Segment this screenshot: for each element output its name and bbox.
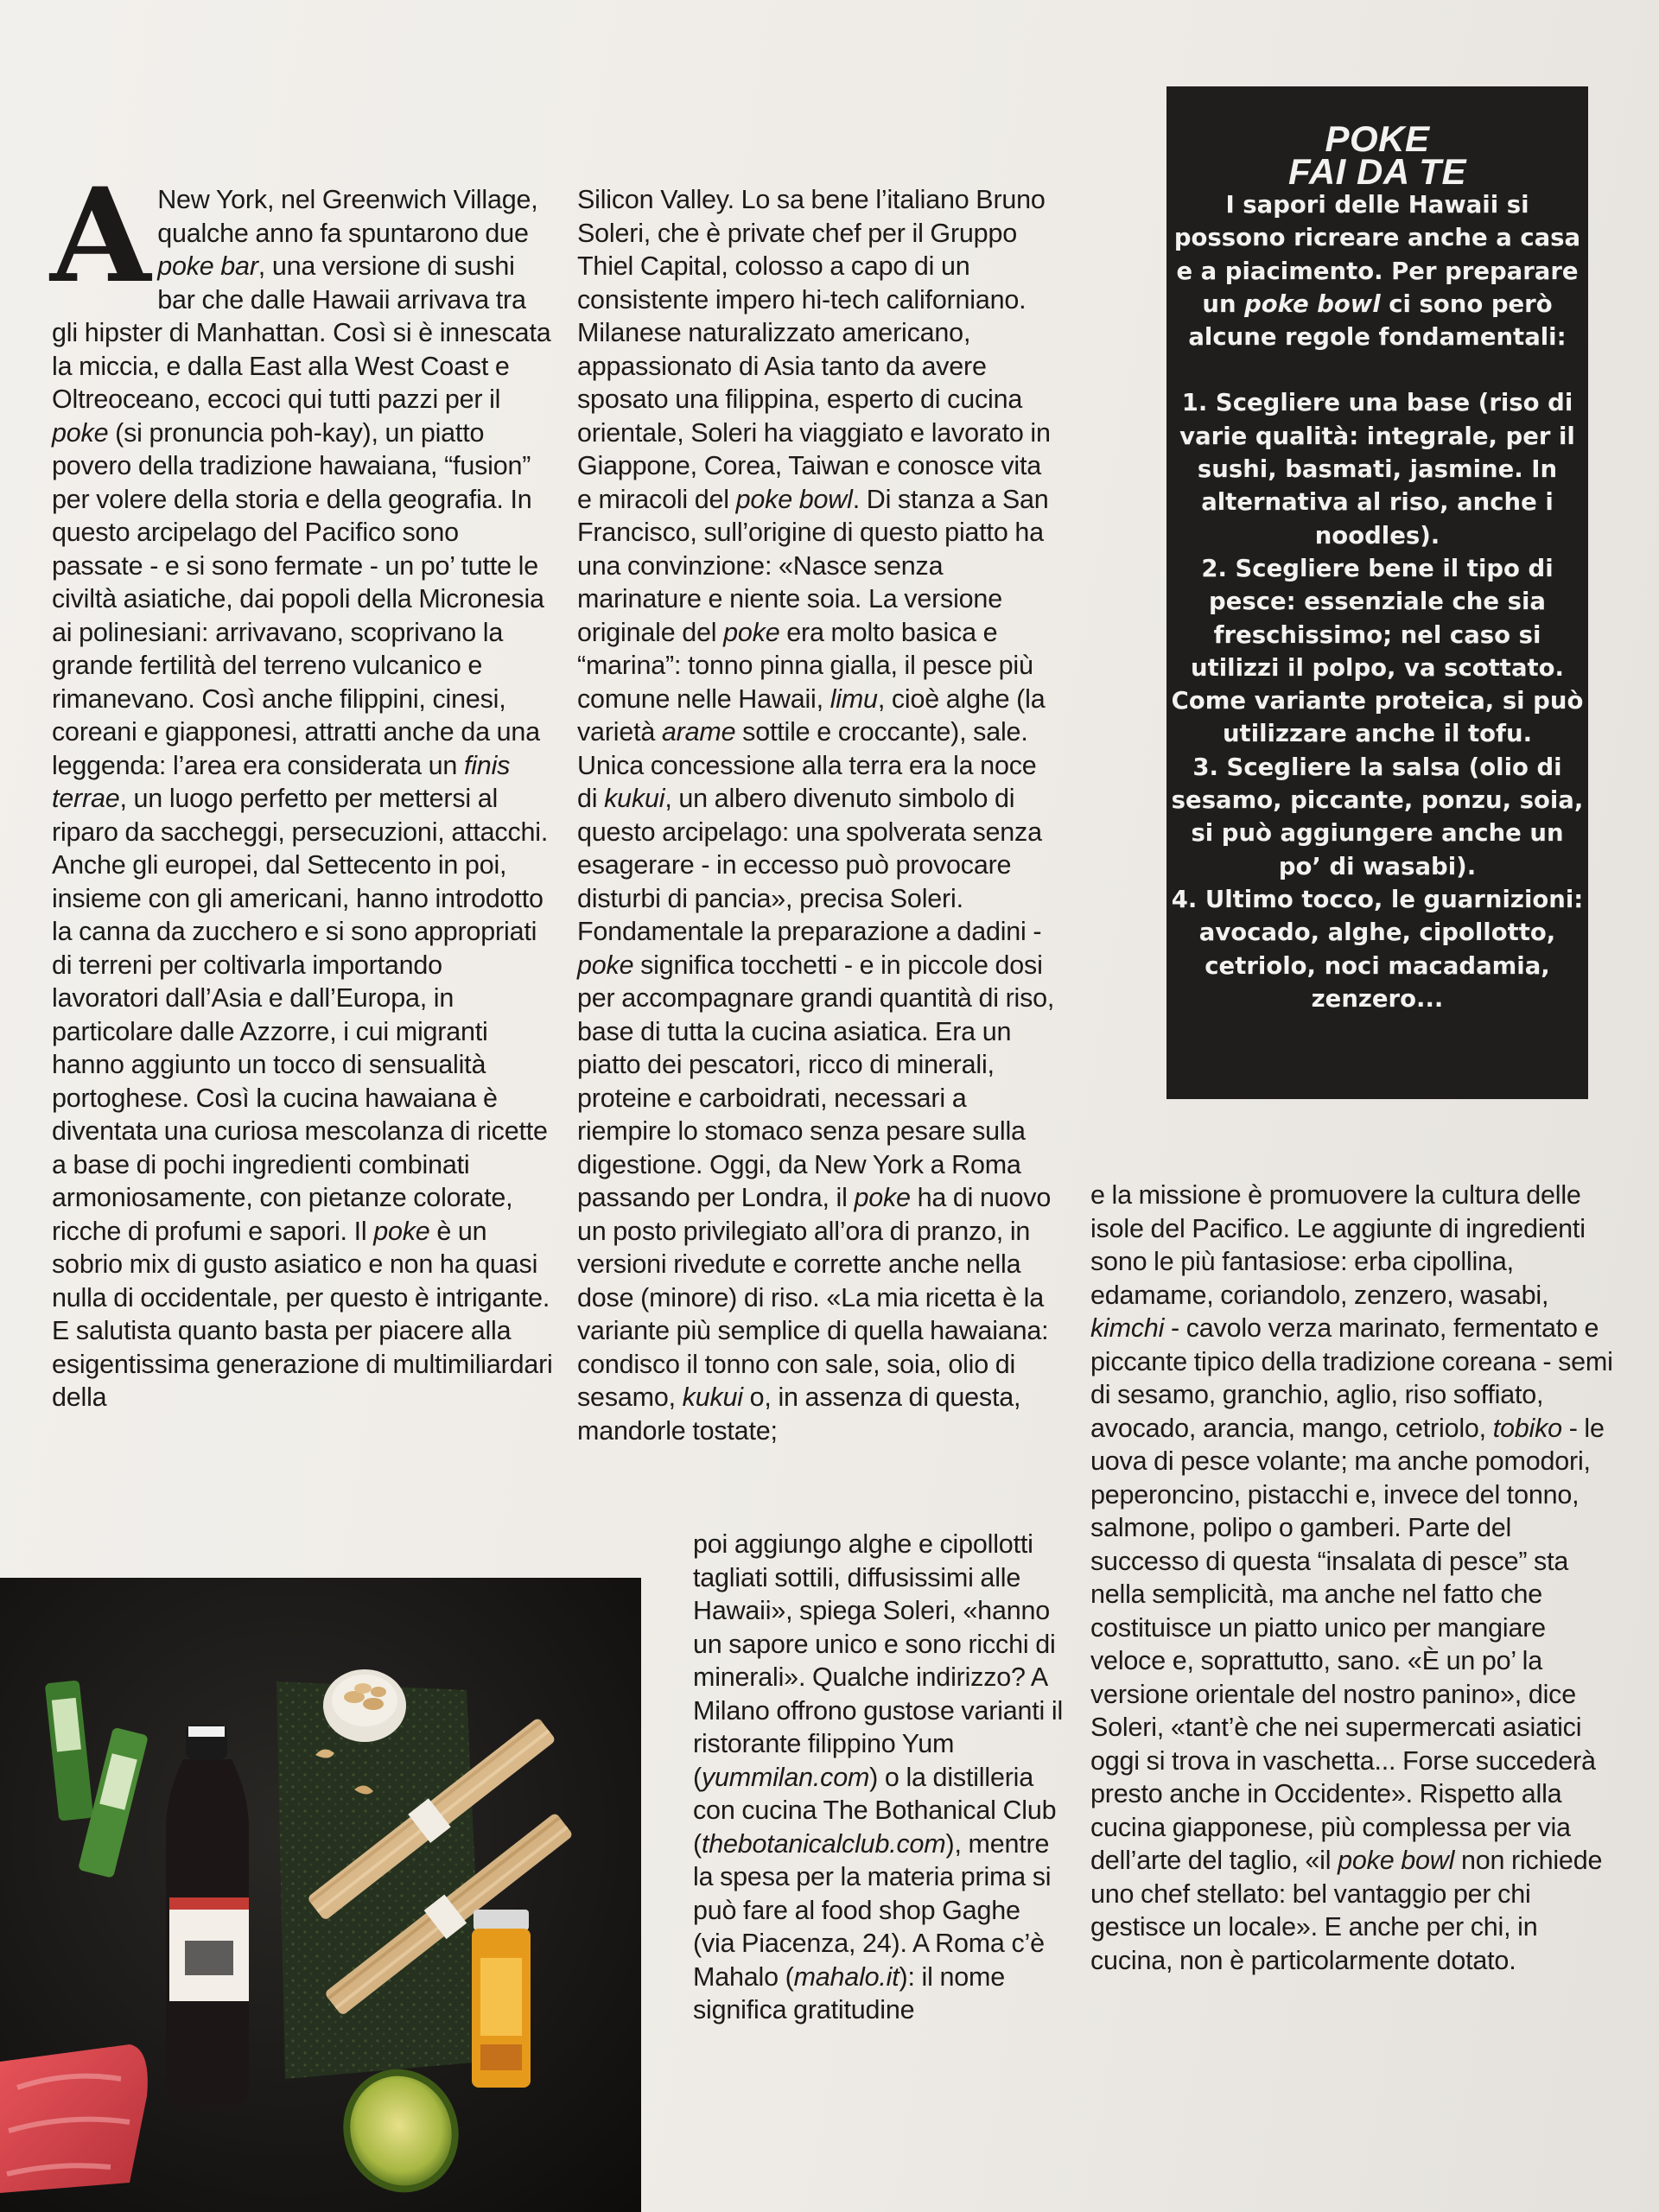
text-run: New York, nel Greenwich Village, qualche anno fa spuntarono due <box>157 185 538 248</box>
sidebar-box <box>1166 86 1588 1099</box>
food-photo <box>0 1578 641 2212</box>
drop-cap: A <box>50 160 151 312</box>
sidebar-rule-2: 2. Scegliere bene il tipo di pesce: essenziale che sia freschissimo; nel caso si utilizzi il polpo, va scottato. Come variante proteica, si può utilizzare anche il tofu. <box>1171 554 1584 748</box>
italic-text-run: limu <box>830 683 878 714</box>
food-photo-illustration <box>0 1578 641 2212</box>
text-run: (si pronuncia poh-kay), un piatto povero della tradizione hawaiana, “fusion” per volere della storia e della geografia. In questo arcipelago del Pacifico sono passate - e si sono fermate - un po’ tutte le civiltà asiatiche, dai popoli della Micronesia ai polinesiani: arrivavano, scoprivano la grande fertilità del terreno vulcanico e rimanevano. Così anche filippini, cinesi, coreani e giapponesi, attratti anche da una leggenda: l’area era considerata un <box>52 417 544 780</box>
text-run: ): il nome significa gratitudine <box>693 1961 1005 2024</box>
text-run: , un albero divenuto simbolo di questo arcipelago: una spolverata senza esagerare - in eccesso può provocare disturbi di pancia», precisa Soleri. Fondamentale la preparazione a dadini - <box>577 784 1042 946</box>
text-run: . Di stanza a San Francisco, sull’origine di questo piatto ha una convinzione: «Nasce senza marinature e niente soia. La versione originale del <box>577 484 1049 647</box>
text-run: ) o la distilleria con cucina The Bothanical Club ( <box>693 1762 1057 1859</box>
italic-text-run: mahalo.it <box>793 1961 899 1992</box>
italic-text-run: poke <box>373 1216 430 1246</box>
italic-text-run: kimchi <box>1090 1313 1165 1343</box>
sidebar-rule-4: 4. Ultimo tocco, le guarnizioni: avocado, alghe, cipollotto, cetriolo, noci macadamia, zenzero... <box>1171 885 1584 1013</box>
text-run: ci sono però alcune regole fondamentali: <box>1188 289 1567 352</box>
italic-text-run: kukui <box>604 784 665 813</box>
article-column-1 <box>50 160 553 1414</box>
nori-sheet <box>276 1681 484 2079</box>
text-run: , cioè alghe (la varietà <box>577 683 1046 747</box>
text-run: - cavolo verza marinato, fermentato e piccante tipico della tradizione coreana - semi di sesamo, granchio, aglio, riso soffiato, avocado, arancia, mango, cetriolo, <box>1090 1313 1613 1443</box>
text-run: , una versione di sushi bar che dalle Hawaii arrivava tra gli hipster di Manhattan. Così si è innescata la miccia, e dalla East alla West Coast e Oltreoceano, eccoci qui tutti pazzi per il <box>52 251 551 414</box>
italic-text-run: thebotanicalclub.com <box>701 1828 946 1859</box>
italic-text-run: poke bowl <box>735 484 853 514</box>
text-run: Silicon Valley. Lo sa bene l’italiano Bruno Soleri, che è private chef per il Gruppo Thiel Capital, colosso a capo di un consistente impero hi-tech californiano. Milanese naturalizzato americano, appassionato di Asia tanto da avere sposato una filippina, esperto di cucina orientale, Soleri ha viaggiato e lavorato in Giappone, Corea, Taiwan e conosce vita e miracoli del <box>577 185 1051 514</box>
italic-text-run: poke bar <box>157 251 258 281</box>
text-run: sottile e croccante), sale. Unica concessione alla terra era la noce di <box>577 717 1037 813</box>
sidebar-title <box>1166 118 1588 192</box>
text-run: non richiede uno chef stellato: bel vantaggio per chi gestisce un locale». E anche per chi, in cucina, non è particolarmente dotato. <box>1090 1846 1603 1975</box>
sidebar-rules <box>1166 386 1588 1015</box>
italic-text-run: poke <box>52 417 109 448</box>
text-run: I sapori delle Hawaii si possono ricreare anche a casa e a piacimento. Per preparare un <box>1173 191 1581 318</box>
italic-text-run: tobiko <box>1492 1413 1562 1443</box>
italic-text-run: poke <box>723 617 780 647</box>
sidebar-rule-3: 3. Scegliere la salsa (olio di sesamo, piccante, ponzu, soia, si può aggiungere anche un po’ di wasabi). <box>1171 753 1584 880</box>
article-column-3 <box>1090 1179 1626 1977</box>
sidebar-intro <box>1166 188 1588 353</box>
text-run: - le uova di pesce volante; ma anche pomodori, peperoncino, pistacchi e, invece del tonno, salmone, polipo o gamberi. Parte del successo di questa “insalata di pesce” sta nella semplicità, ma anche nel fatto che costituisce un piatto unico per mangiare veloce e, soprattutto, sano. «È un po’ la versione orientale del nostro panino», dice Soleri, «tant’è che nei supermercati asiatici oggi si trova in vaschetta... Forse succederà presto anche in Occidente». Rispetto alla cucina giapponese, più complessa per via dell’arte del taglio, «il <box>1090 1413 1605 1875</box>
article-paragraph-1 <box>50 160 553 1414</box>
text-run: o, in assenza di questa, mandorle tostate; <box>577 1382 1021 1446</box>
text-run: era molto basica e “marina”: tonno pinna gialla, il pesce più comune nelle Hawaii, <box>577 617 1033 714</box>
text-run: poi aggiungo alghe e cipollotti tagliati sottili, diffusissimi alle Hawaii», spiega Soleri, «hanno un sapore unico e sono ricchi di minerali». Qualche indirizzo? A Milano offrono gustose varianti il ristorante filippino Yum ( <box>693 1529 1064 1792</box>
article-paragraph-4 <box>1090 1179 1626 1977</box>
text-run: significa tocchetti - e in piccole dosi per accompagnare grandi quantità di riso, base di tutta la cucina asiatica. Era un piatto dei pescatori, ricco di minerali, proteine e carboidrati, necessari a riempire lo stomaco senza pesare sulla digestione. Oggi, da New York a Roma passando per Londra, il <box>577 950 1055 1212</box>
soy-sauce-bottle <box>166 1725 249 2105</box>
article-paragraph-2 <box>577 183 1061 1447</box>
sidebar-rule-1: 1. Scegliere una base (riso di varie qualità: integrale, per il sushi, basmati, jasmine. In alternativa al riso, anche i noodles). <box>1179 389 1575 550</box>
article-column-2-continued <box>693 1528 1066 2027</box>
yuzu-jar <box>472 1910 531 2088</box>
text-run: ), mentre la spesa per la materia prima si può fare al food shop Gaghe (via Piacenza, 24). A Roma c’è Mahalo ( <box>693 1828 1052 1992</box>
italic-text-run: arame <box>661 717 736 747</box>
italic-text-run: poke bowl <box>1338 1846 1455 1875</box>
text-run: , un luogo perfetto per mettersi al riparo da saccheggi, persecuzioni, attacchi. Anche gli europei, dal Settecento in poi, insieme con gli americani, hanno introdotto la canna da zucchero e si sono appropriati di terreni per coltivarla importando lavoratori dall’Asia e dall’Europa, in particolare dalle Azzorre, i cui migranti hanno aggiunto un tocco di sensualità portoghese. Così la cucina hawaiana è diventata una curiosa mescolanza di ricette a base di pochi ingredienti combinati armoniosamente, con pietanze colorate, ricche di profumi e sapori. Il <box>52 784 549 1246</box>
italic-text-run: yummilan.com <box>701 1762 870 1792</box>
sidebar-title-line-1: POKE <box>1325 118 1430 159</box>
italic-text-run: kukui <box>682 1382 743 1412</box>
text-run: è un sobrio mix di gusto asiatico e non ha quasi nulla di occidentale, per questo è intrigante. E salutista quanto basta per piacere alla esigentissima generazione di multimiliardari della <box>52 1216 553 1412</box>
italic-text-run: finis terrae <box>52 750 511 813</box>
italic-text-run: poke <box>577 950 634 980</box>
article-paragraph-3 <box>693 1528 1066 2027</box>
article-column-2 <box>577 183 1061 1447</box>
sidebar-title-line-2: FAI DA TE <box>1288 151 1466 192</box>
cashew-bowl <box>323 1669 406 1742</box>
italic-text-run: poke bowl <box>1244 289 1381 318</box>
text-run: e la missione è promuovere la cultura delle isole del Pacifico. Le aggiunte di ingredienti sono le più fantasiose: erba cipollina, edamame, coriandolo, zenzero, wasabi, <box>1090 1180 1586 1310</box>
text-run: ha di nuovo un posto privilegiato all’ora di pranzo, in versioni rivedute e corrette anche nella dose (minore) di riso. «La mia ricetta è la variante più semplice di quella hawaiana: condisco il tonno con sale, soia, olio di sesamo, <box>577 1183 1052 1412</box>
italic-text-run: poke <box>854 1183 911 1212</box>
